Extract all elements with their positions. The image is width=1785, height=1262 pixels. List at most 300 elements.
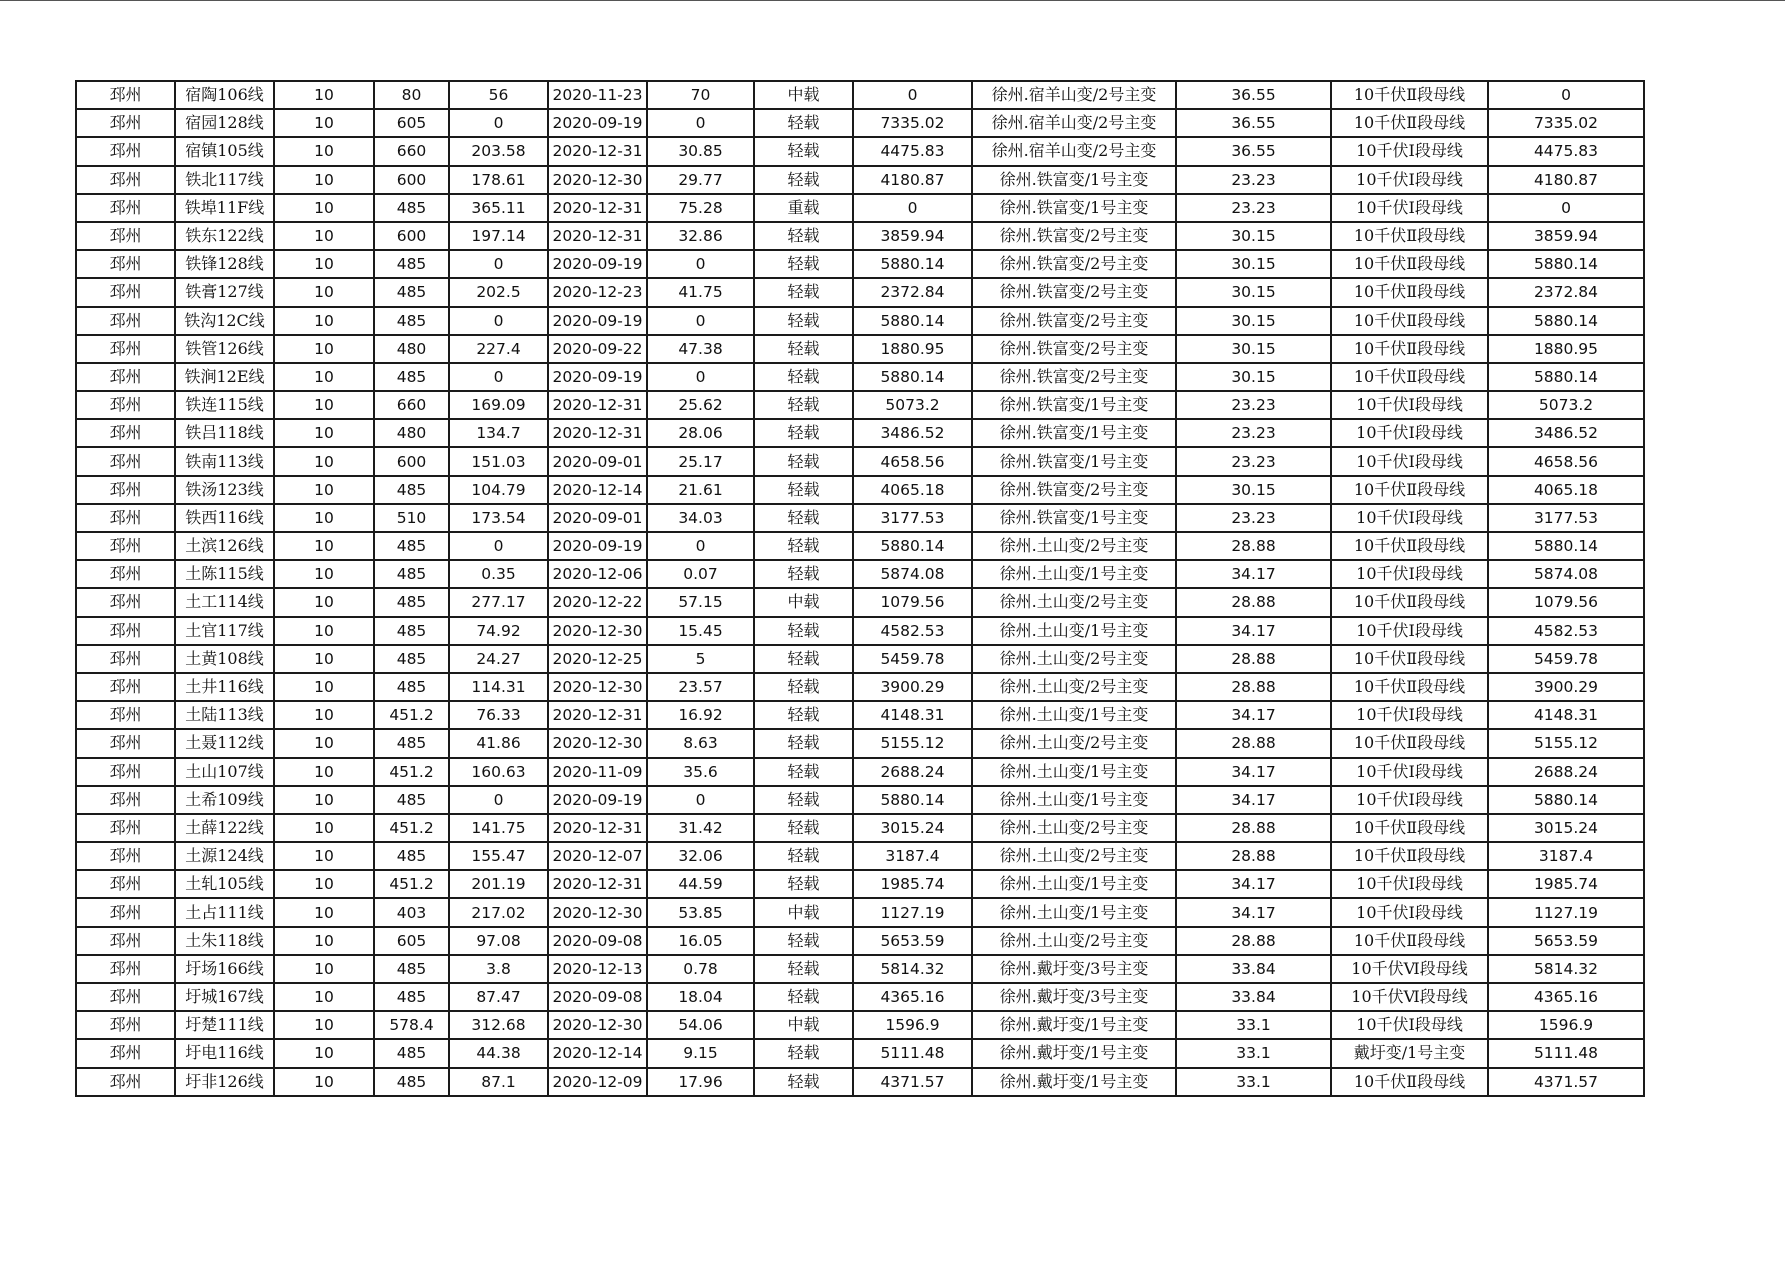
line-name-cell: 土希109线 — [175, 786, 274, 814]
max-current-cell: 277.17 — [449, 588, 548, 616]
bus-section-cell: 10千伏Ⅱ段母线 — [1331, 476, 1488, 504]
open-capacity-cell: 3859.94 — [1488, 222, 1644, 250]
max-current-cell: 134.7 — [449, 419, 548, 447]
table-row — [76, 701, 1644, 729]
available-capacity-cell: 3187.4 — [853, 842, 972, 870]
max-current-cell: 97.08 — [449, 927, 548, 955]
substation-transformer-cell: 徐州.宿羊山变/2号主变 — [972, 137, 1176, 165]
load-status-cell: 中载 — [754, 898, 853, 926]
substation-transformer-cell: 徐州.土山变/2号主变 — [972, 842, 1176, 870]
voltage-cell: 10 — [274, 1039, 374, 1067]
open-capacity-cell: 4148.31 — [1488, 701, 1644, 729]
table-row — [76, 898, 1644, 926]
max-current-cell: 0 — [449, 109, 548, 137]
county-cell: 邳州 — [76, 109, 175, 137]
rated-current-cell: 485 — [374, 476, 449, 504]
rated-current-cell: 485 — [374, 955, 449, 983]
load-rate-cell: 0 — [647, 786, 754, 814]
max-current-cell: 74.92 — [449, 617, 548, 645]
voltage-cell: 10 — [274, 870, 374, 898]
bus-section-cell: 10千伏Ⅱ段母线 — [1331, 1068, 1488, 1096]
available-capacity-cell: 5880.14 — [853, 786, 972, 814]
transformer-load-rate-cell: 34.17 — [1176, 701, 1331, 729]
date-cell: 2020-12-30 — [548, 898, 647, 926]
open-capacity-cell: 1596.9 — [1488, 1011, 1644, 1039]
line-name-cell: 铁涧12E线 — [175, 363, 274, 391]
max-current-cell: 44.38 — [449, 1039, 548, 1067]
available-capacity-cell: 2688.24 — [853, 758, 972, 786]
line-name-cell: 铁吕118线 — [175, 419, 274, 447]
load-rate-cell: 35.6 — [647, 758, 754, 786]
available-capacity-cell: 7335.02 — [853, 109, 972, 137]
open-capacity-cell: 0 — [1488, 194, 1644, 222]
bus-section-cell: 10千伏Ⅱ段母线 — [1331, 81, 1488, 109]
line-name-cell: 圩场166线 — [175, 955, 274, 983]
bus-section-cell: 10千伏Ⅰ段母线 — [1331, 560, 1488, 588]
max-current-cell: 0.35 — [449, 560, 548, 588]
available-capacity-cell: 5653.59 — [853, 927, 972, 955]
load-rate-cell: 18.04 — [647, 983, 754, 1011]
open-capacity-cell: 1985.74 — [1488, 870, 1644, 898]
substation-transformer-cell: 徐州.土山变/1号主变 — [972, 560, 1176, 588]
max-current-cell: 365.11 — [449, 194, 548, 222]
rated-current-cell: 80 — [374, 81, 449, 109]
transformer-load-rate-cell: 30.15 — [1176, 250, 1331, 278]
max-current-cell: 114.31 — [449, 673, 548, 701]
open-capacity-cell: 4658.56 — [1488, 447, 1644, 475]
county-cell: 邳州 — [76, 983, 175, 1011]
load-rate-cell: 0 — [647, 250, 754, 278]
table-row — [76, 560, 1644, 588]
line-name-cell: 土轧105线 — [175, 870, 274, 898]
line-name-cell: 圩楚111线 — [175, 1011, 274, 1039]
line-name-cell: 圩电116线 — [175, 1039, 274, 1067]
load-status-cell: 轻载 — [754, 842, 853, 870]
available-capacity-cell: 1985.74 — [853, 870, 972, 898]
substation-transformer-cell: 徐州.铁富变/2号主变 — [972, 335, 1176, 363]
transformer-load-rate-cell: 23.23 — [1176, 194, 1331, 222]
rated-current-cell: 485 — [374, 729, 449, 757]
max-current-cell: 87.47 — [449, 983, 548, 1011]
line-name-cell: 铁管126线 — [175, 335, 274, 363]
bus-section-cell: 10千伏Ⅱ段母线 — [1331, 927, 1488, 955]
line-name-cell: 土滨126线 — [175, 532, 274, 560]
load-rate-cell: 29.77 — [647, 166, 754, 194]
transformer-load-rate-cell: 28.88 — [1176, 842, 1331, 870]
table-body — [76, 81, 1644, 1096]
load-rate-cell: 0.07 — [647, 560, 754, 588]
table-row — [76, 278, 1644, 306]
open-capacity-cell: 0 — [1488, 81, 1644, 109]
substation-transformer-cell: 徐州.戴圩变/1号主变 — [972, 1011, 1176, 1039]
rated-current-cell: 485 — [374, 250, 449, 278]
county-cell: 邳州 — [76, 250, 175, 278]
available-capacity-cell: 5814.32 — [853, 955, 972, 983]
open-capacity-cell: 5880.14 — [1488, 307, 1644, 335]
load-rate-cell: 53.85 — [647, 898, 754, 926]
bus-section-cell: 10千伏Ⅰ段母线 — [1331, 447, 1488, 475]
load-status-cell: 轻载 — [754, 137, 853, 165]
load-rate-cell: 0 — [647, 307, 754, 335]
date-cell: 2020-12-14 — [548, 476, 647, 504]
table-row — [76, 870, 1644, 898]
load-rate-cell: 16.05 — [647, 927, 754, 955]
load-status-cell: 轻载 — [754, 729, 853, 757]
county-cell: 邳州 — [76, 81, 175, 109]
max-current-cell: 169.09 — [449, 391, 548, 419]
rated-current-cell: 451.2 — [374, 758, 449, 786]
substation-transformer-cell: 徐州.铁富变/1号主变 — [972, 391, 1176, 419]
bus-section-cell: 10千伏Ⅱ段母线 — [1331, 729, 1488, 757]
rated-current-cell: 578.4 — [374, 1011, 449, 1039]
county-cell: 邳州 — [76, 335, 175, 363]
transformer-load-rate-cell: 33.84 — [1176, 955, 1331, 983]
feeder-load-table — [75, 80, 1645, 1097]
load-rate-cell: 25.17 — [647, 447, 754, 475]
date-cell: 2020-09-01 — [548, 447, 647, 475]
table-row — [76, 673, 1644, 701]
load-status-cell: 轻载 — [754, 363, 853, 391]
date-cell: 2020-12-31 — [548, 419, 647, 447]
line-name-cell: 铁沟12C线 — [175, 307, 274, 335]
load-status-cell: 轻载 — [754, 166, 853, 194]
load-status-cell: 轻载 — [754, 476, 853, 504]
voltage-cell: 10 — [274, 532, 374, 560]
max-current-cell: 160.63 — [449, 758, 548, 786]
load-status-cell: 轻载 — [754, 447, 853, 475]
open-capacity-cell: 1127.19 — [1488, 898, 1644, 926]
date-cell: 2020-12-06 — [548, 560, 647, 588]
available-capacity-cell: 4475.83 — [853, 137, 972, 165]
county-cell: 邳州 — [76, 194, 175, 222]
date-cell: 2020-12-31 — [548, 870, 647, 898]
load-rate-cell: 54.06 — [647, 1011, 754, 1039]
max-current-cell: 0 — [449, 250, 548, 278]
max-current-cell: 173.54 — [449, 504, 548, 532]
load-status-cell: 轻载 — [754, 222, 853, 250]
transformer-load-rate-cell: 36.55 — [1176, 81, 1331, 109]
document-page — [75, 80, 1643, 1097]
table-row — [76, 222, 1644, 250]
load-rate-cell: 9.15 — [647, 1039, 754, 1067]
rated-current-cell: 485 — [374, 307, 449, 335]
load-status-cell: 中载 — [754, 81, 853, 109]
date-cell: 2020-12-30 — [548, 673, 647, 701]
voltage-cell: 10 — [274, 1011, 374, 1039]
rated-current-cell: 403 — [374, 898, 449, 926]
substation-transformer-cell: 徐州.土山变/2号主变 — [972, 729, 1176, 757]
substation-transformer-cell: 徐州.土山变/1号主变 — [972, 898, 1176, 926]
load-rate-cell: 47.38 — [647, 335, 754, 363]
bus-section-cell: 10千伏Ⅱ段母线 — [1331, 645, 1488, 673]
substation-transformer-cell: 徐州.戴圩变/3号主变 — [972, 983, 1176, 1011]
rated-current-cell: 510 — [374, 504, 449, 532]
max-current-cell: 104.79 — [449, 476, 548, 504]
county-cell: 邳州 — [76, 137, 175, 165]
rated-current-cell: 451.2 — [374, 701, 449, 729]
table-row — [76, 758, 1644, 786]
available-capacity-cell: 3177.53 — [853, 504, 972, 532]
available-capacity-cell: 4582.53 — [853, 617, 972, 645]
transformer-load-rate-cell: 34.17 — [1176, 617, 1331, 645]
load-status-cell: 轻载 — [754, 955, 853, 983]
available-capacity-cell: 5880.14 — [853, 307, 972, 335]
voltage-cell: 10 — [274, 278, 374, 306]
substation-transformer-cell: 徐州.铁富变/1号主变 — [972, 419, 1176, 447]
line-name-cell: 铁西116线 — [175, 504, 274, 532]
available-capacity-cell: 4148.31 — [853, 701, 972, 729]
line-name-cell: 土陈115线 — [175, 560, 274, 588]
available-capacity-cell: 5459.78 — [853, 645, 972, 673]
substation-transformer-cell: 徐州.铁富变/2号主变 — [972, 278, 1176, 306]
available-capacity-cell: 4065.18 — [853, 476, 972, 504]
line-name-cell: 土工114线 — [175, 588, 274, 616]
max-current-cell: 217.02 — [449, 898, 548, 926]
rated-current-cell: 660 — [374, 137, 449, 165]
available-capacity-cell: 2372.84 — [853, 278, 972, 306]
voltage-cell: 10 — [274, 166, 374, 194]
transformer-load-rate-cell: 33.84 — [1176, 983, 1331, 1011]
voltage-cell: 10 — [274, 335, 374, 363]
available-capacity-cell: 5874.08 — [853, 560, 972, 588]
transformer-load-rate-cell: 23.23 — [1176, 166, 1331, 194]
substation-transformer-cell: 徐州.土山变/2号主变 — [972, 588, 1176, 616]
open-capacity-cell: 3187.4 — [1488, 842, 1644, 870]
max-current-cell: 151.03 — [449, 447, 548, 475]
county-cell: 邳州 — [76, 447, 175, 475]
transformer-load-rate-cell: 30.15 — [1176, 222, 1331, 250]
line-name-cell: 土山107线 — [175, 758, 274, 786]
county-cell: 邳州 — [76, 307, 175, 335]
county-cell: 邳州 — [76, 391, 175, 419]
county-cell: 邳州 — [76, 870, 175, 898]
max-current-cell: 76.33 — [449, 701, 548, 729]
table-row — [76, 927, 1644, 955]
rated-current-cell: 451.2 — [374, 814, 449, 842]
line-name-cell: 铁连115线 — [175, 391, 274, 419]
load-status-cell: 轻载 — [754, 391, 853, 419]
substation-transformer-cell: 徐州.铁富变/1号主变 — [972, 194, 1176, 222]
county-cell: 邳州 — [76, 1039, 175, 1067]
table-row — [76, 447, 1644, 475]
date-cell: 2020-09-19 — [548, 109, 647, 137]
transformer-load-rate-cell: 30.15 — [1176, 363, 1331, 391]
line-name-cell: 土官117线 — [175, 617, 274, 645]
voltage-cell: 10 — [274, 560, 374, 588]
transformer-load-rate-cell: 34.17 — [1176, 758, 1331, 786]
rated-current-cell: 485 — [374, 532, 449, 560]
voltage-cell: 10 — [274, 729, 374, 757]
load-rate-cell: 32.86 — [647, 222, 754, 250]
voltage-cell: 10 — [274, 1068, 374, 1096]
date-cell: 2020-12-07 — [548, 842, 647, 870]
open-capacity-cell: 4180.87 — [1488, 166, 1644, 194]
date-cell: 2020-09-22 — [548, 335, 647, 363]
rated-current-cell: 485 — [374, 617, 449, 645]
available-capacity-cell: 4365.16 — [853, 983, 972, 1011]
voltage-cell: 10 — [274, 476, 374, 504]
available-capacity-cell: 0 — [853, 194, 972, 222]
open-capacity-cell: 5073.2 — [1488, 391, 1644, 419]
open-capacity-cell: 3015.24 — [1488, 814, 1644, 842]
substation-transformer-cell: 徐州.铁富变/1号主变 — [972, 447, 1176, 475]
date-cell: 2020-11-23 — [548, 81, 647, 109]
table-row — [76, 363, 1644, 391]
date-cell: 2020-09-01 — [548, 504, 647, 532]
substation-transformer-cell: 徐州.土山变/1号主变 — [972, 870, 1176, 898]
table-row — [76, 729, 1644, 757]
date-cell: 2020-09-19 — [548, 786, 647, 814]
line-name-cell: 铁锋128线 — [175, 250, 274, 278]
line-name-cell: 铁膏127线 — [175, 278, 274, 306]
substation-transformer-cell: 徐州.土山变/2号主变 — [972, 814, 1176, 842]
table-row — [76, 476, 1644, 504]
transformer-load-rate-cell: 30.15 — [1176, 476, 1331, 504]
table-row — [76, 955, 1644, 983]
max-current-cell: 3.8 — [449, 955, 548, 983]
table-row — [76, 307, 1644, 335]
rated-current-cell: 660 — [374, 391, 449, 419]
transformer-load-rate-cell: 28.88 — [1176, 927, 1331, 955]
bus-section-cell: 10千伏Ⅰ段母线 — [1331, 419, 1488, 447]
bus-section-cell: 10千伏Ⅰ段母线 — [1331, 898, 1488, 926]
line-name-cell: 土陆113线 — [175, 701, 274, 729]
load-rate-cell: 23.57 — [647, 673, 754, 701]
substation-transformer-cell: 徐州.铁富变/2号主变 — [972, 222, 1176, 250]
available-capacity-cell: 1596.9 — [853, 1011, 972, 1039]
open-capacity-cell: 5874.08 — [1488, 560, 1644, 588]
county-cell: 邳州 — [76, 814, 175, 842]
voltage-cell: 10 — [274, 194, 374, 222]
transformer-load-rate-cell: 36.55 — [1176, 137, 1331, 165]
load-rate-cell: 17.96 — [647, 1068, 754, 1096]
table-row — [76, 588, 1644, 616]
bus-section-cell: 10千伏Ⅰ段母线 — [1331, 870, 1488, 898]
voltage-cell: 10 — [274, 701, 374, 729]
transformer-load-rate-cell: 28.88 — [1176, 673, 1331, 701]
date-cell: 2020-12-31 — [548, 222, 647, 250]
voltage-cell: 10 — [274, 983, 374, 1011]
transformer-load-rate-cell: 28.88 — [1176, 814, 1331, 842]
table-row — [76, 645, 1644, 673]
bus-section-cell: 10千伏Ⅵ段母线 — [1331, 955, 1488, 983]
load-status-cell: 轻载 — [754, 870, 853, 898]
county-cell: 邳州 — [76, 758, 175, 786]
load-rate-cell: 30.85 — [647, 137, 754, 165]
max-current-cell: 0 — [449, 532, 548, 560]
substation-transformer-cell: 徐州.土山变/2号主变 — [972, 673, 1176, 701]
load-status-cell: 重载 — [754, 194, 853, 222]
county-cell: 邳州 — [76, 166, 175, 194]
voltage-cell: 10 — [274, 137, 374, 165]
available-capacity-cell: 4371.57 — [853, 1068, 972, 1096]
substation-transformer-cell: 徐州.铁富变/1号主变 — [972, 504, 1176, 532]
load-rate-cell: 70 — [647, 81, 754, 109]
bus-section-cell: 10千伏Ⅰ段母线 — [1331, 137, 1488, 165]
load-status-cell: 轻载 — [754, 532, 853, 560]
bus-section-cell: 10千伏Ⅱ段母线 — [1331, 673, 1488, 701]
load-rate-cell: 15.45 — [647, 617, 754, 645]
rated-current-cell: 600 — [374, 222, 449, 250]
load-status-cell: 中载 — [754, 588, 853, 616]
load-status-cell: 轻载 — [754, 758, 853, 786]
transformer-load-rate-cell: 34.17 — [1176, 898, 1331, 926]
available-capacity-cell: 4658.56 — [853, 447, 972, 475]
load-rate-cell: 0 — [647, 363, 754, 391]
bus-section-cell: 10千伏Ⅱ段母线 — [1331, 278, 1488, 306]
open-capacity-cell: 5880.14 — [1488, 250, 1644, 278]
line-name-cell: 土朱118线 — [175, 927, 274, 955]
available-capacity-cell: 3486.52 — [853, 419, 972, 447]
line-name-cell: 铁南113线 — [175, 447, 274, 475]
date-cell: 2020-09-19 — [548, 532, 647, 560]
date-cell: 2020-12-14 — [548, 1039, 647, 1067]
voltage-cell: 10 — [274, 842, 374, 870]
substation-transformer-cell: 徐州.土山变/1号主变 — [972, 701, 1176, 729]
max-current-cell: 24.27 — [449, 645, 548, 673]
voltage-cell: 10 — [274, 109, 374, 137]
county-cell: 邳州 — [76, 278, 175, 306]
table-row — [76, 814, 1644, 842]
transformer-load-rate-cell: 30.15 — [1176, 307, 1331, 335]
load-status-cell: 轻载 — [754, 419, 853, 447]
county-cell: 邳州 — [76, 701, 175, 729]
rated-current-cell: 485 — [374, 786, 449, 814]
load-rate-cell: 16.92 — [647, 701, 754, 729]
line-name-cell: 铁北117线 — [175, 166, 274, 194]
table-row — [76, 786, 1644, 814]
transformer-load-rate-cell: 30.15 — [1176, 335, 1331, 363]
county-cell: 邳州 — [76, 1068, 175, 1096]
transformer-load-rate-cell: 30.15 — [1176, 278, 1331, 306]
open-capacity-cell: 3486.52 — [1488, 419, 1644, 447]
date-cell: 2020-12-31 — [548, 194, 647, 222]
available-capacity-cell: 1880.95 — [853, 335, 972, 363]
load-rate-cell: 41.75 — [647, 278, 754, 306]
voltage-cell: 10 — [274, 447, 374, 475]
load-status-cell: 轻载 — [754, 701, 853, 729]
line-name-cell: 宿陶106线 — [175, 81, 274, 109]
table-row — [76, 391, 1644, 419]
transformer-load-rate-cell: 33.1 — [1176, 1039, 1331, 1067]
substation-transformer-cell: 徐州.戴圩变/1号主变 — [972, 1068, 1176, 1096]
date-cell: 2020-12-31 — [548, 701, 647, 729]
available-capacity-cell: 5073.2 — [853, 391, 972, 419]
table-row — [76, 81, 1644, 109]
table-row — [76, 532, 1644, 560]
county-cell: 邳州 — [76, 786, 175, 814]
bus-section-cell: 戴圩变/1号主变 — [1331, 1039, 1488, 1067]
rated-current-cell: 485 — [374, 363, 449, 391]
bus-section-cell: 10千伏Ⅱ段母线 — [1331, 814, 1488, 842]
max-current-cell: 312.68 — [449, 1011, 548, 1039]
county-cell: 邳州 — [76, 842, 175, 870]
date-cell: 2020-12-31 — [548, 814, 647, 842]
date-cell: 2020-12-30 — [548, 166, 647, 194]
bus-section-cell: 10千伏Ⅰ段母线 — [1331, 166, 1488, 194]
load-status-cell: 中载 — [754, 1011, 853, 1039]
table-row — [76, 617, 1644, 645]
date-cell: 2020-11-09 — [548, 758, 647, 786]
open-capacity-cell: 2688.24 — [1488, 758, 1644, 786]
max-current-cell: 178.61 — [449, 166, 548, 194]
date-cell: 2020-12-31 — [548, 391, 647, 419]
max-current-cell: 197.14 — [449, 222, 548, 250]
voltage-cell: 10 — [274, 617, 374, 645]
top-border-line — [0, 0, 1785, 1]
available-capacity-cell: 5880.14 — [853, 250, 972, 278]
substation-transformer-cell: 徐州.铁富变/2号主变 — [972, 363, 1176, 391]
